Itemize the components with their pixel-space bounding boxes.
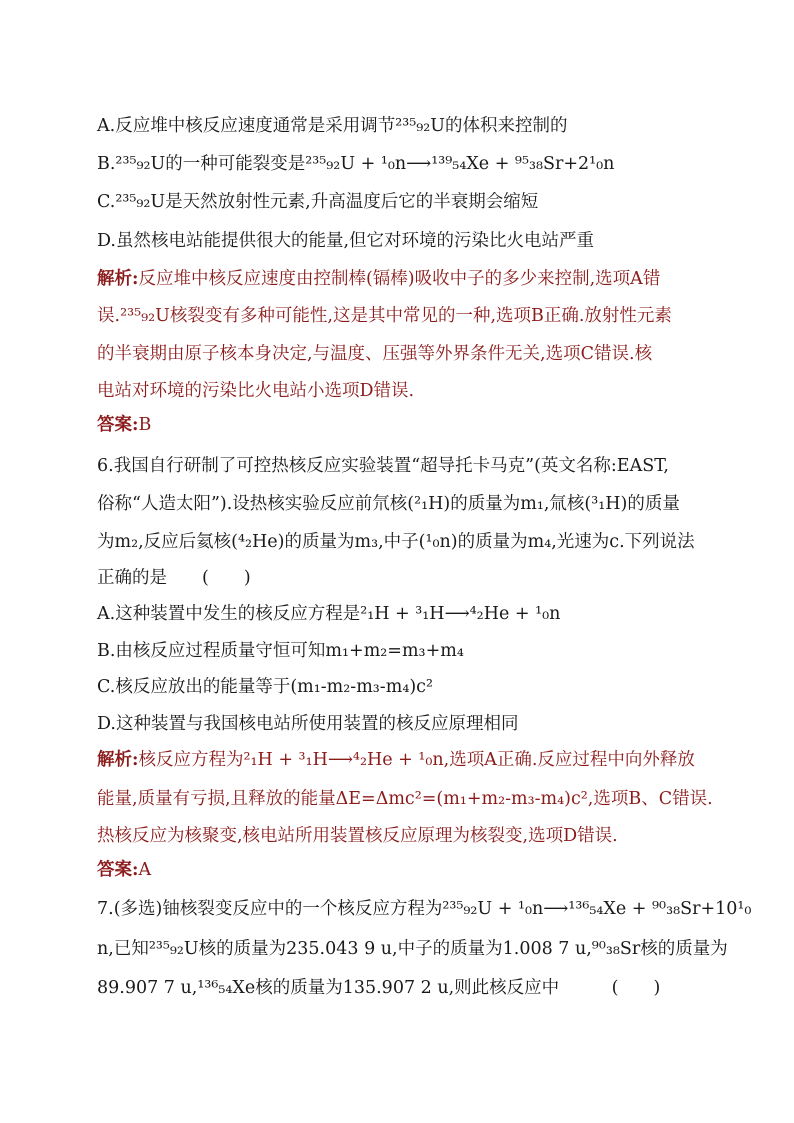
q5-analysis-line-2: 误.²³⁵₉₂U核裂变有多种可能性,这是其中常见的一种,选项B正确.放射性元素 — [97, 306, 672, 326]
q6-stem-line-2: 俗称“人造太阳”).设热核实验反应前氘核(²₁H)的质量为m₁,氚核(³₁H)的质量 — [97, 494, 680, 514]
q5-answer-label: 答案: — [97, 415, 139, 435]
q6-stem-line-1: 6.我国自行研制了可控热核反应实验装置“超导托卡马克”(英文名称:EAST, — [97, 456, 669, 476]
q6-analysis-label: 解析: — [97, 750, 139, 770]
q7-stem-line-2: n,已知²³⁵₉₂U核的质量为235.043 9 u,中子的质量为1.008 7 u,⁹⁰₃₈Sr核的质量为 — [97, 939, 728, 959]
q6-option-b: B.由核反应过程质量守恒可知m₁+m₂=m₃+m₄ — [97, 641, 464, 661]
q5-analysis-label: 解析: — [97, 269, 139, 289]
q6-option-a: A.这种装置中发生的核反应方程是²₁H + ³₁H⟶⁴₂He + ¹₀n — [97, 604, 561, 624]
q6-answer-value: A — [138, 860, 152, 880]
q5-analysis-text-1: 反应堆中核反应速度由控制棒(镉棒)吸收中子的多少来控制,选项A错 — [138, 269, 661, 289]
q6-stem-line-3: 为m₂,反应后氦核(⁴₂He)的质量为m₃,中子(¹₀n)的质量为m₄,光速为c.下列说法 — [97, 532, 695, 552]
q6-answer-label: 答案: — [97, 860, 139, 880]
q5-answer-value: B — [138, 415, 152, 435]
q6-option-d: D.这种装置与我国核电站所使用装置的核反应原理相同 — [97, 714, 519, 734]
q5-option-a: A.反应堆中核反应速度通常是采用调节²³⁵₉₂U的体积来控制的 — [97, 116, 568, 136]
q6-option-c: C.核反应放出的能量等于(m₁-m₂-m₃-m₄)c² — [97, 677, 433, 697]
q6-analysis-line-3: 热核反应为核聚变,核电站所用装置核反应原理为核裂变,选项D错误. — [97, 826, 618, 846]
q6-analysis-line-1 — [97, 745, 717, 775]
q6-answer — [97, 855, 717, 885]
q5-option-b: B.²³⁵₉₂U的一种可能裂变是²³⁵₉₂U + ¹₀n⟶¹³⁹₅₄Xe + ⁹⁵₃₈Sr+2¹₀n — [97, 154, 615, 174]
q6-analysis-text-1: 核反应方程为²₁H + ³₁H⟶⁴₂He + ¹₀n,选项A正确.反应过程中向外释放 — [138, 750, 695, 770]
q5-option-c: C.²³⁵₉₂U是天然放射性元素,升高温度后它的半衰期会缩短 — [97, 192, 539, 212]
q5-analysis-line-4: 电站对环境的污染比火电站小选项D错误. — [97, 381, 415, 401]
q6-stem-line-4: 正确的是 ( ) — [97, 568, 251, 588]
q7-stem-line-1: 7.(多选)铀核裂变反应中的一个核反应方程为²³⁵₉₂U + ¹₀n⟶¹³⁶₅₄Xe + ⁹⁰₃₈Sr+10¹₀ — [97, 899, 752, 919]
q5-option-d: D.虽然核电站能提供很大的能量,但它对环境的污染比火电站严重 — [97, 231, 595, 251]
q5-analysis-line-1 — [97, 264, 717, 294]
q7-stem-line-3: 89.907 7 u,¹³⁶₅₄Xe核的质量为135.907 2 u,则此核反应中 ( ) — [97, 978, 661, 998]
q6-analysis-line-2: 能量,质量有亏损,且释放的能量ΔE=Δmc²=(m₁+m₂-m₃-m₄)c²,选项B、C错误. — [97, 789, 713, 809]
q5-analysis-line-3: 的半衰期由原子核本身决定,与温度、压强等外界条件无关,选项C错误.核 — [97, 344, 653, 364]
q5-answer — [97, 410, 717, 440]
